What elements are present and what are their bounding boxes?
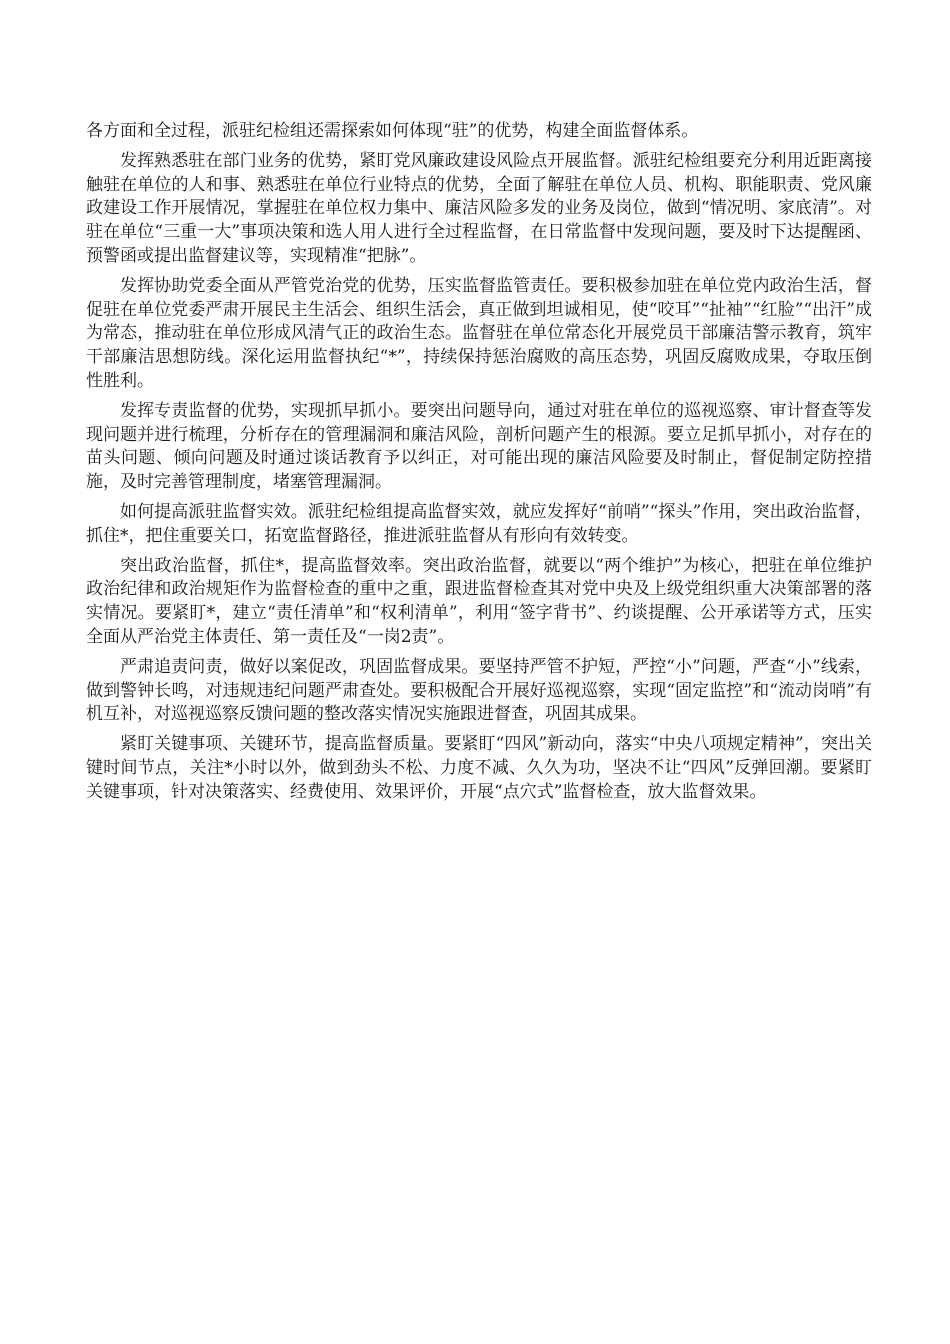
paragraph-accountability: 严肃追责问责，做好以案促改，巩固监督成果。要坚持严管不护短，严控“小”问题，严查“小”线索，做到警钟长鸣，对违规违纪问题严肃查处。要积极配合开展好巡视巡察，实现“固定监控”和“流动岗哨”有机互补，对巡视巡察反馈问题的整改落实情况实施跟进督查，巩固其成果。 xyxy=(86,656,872,725)
paragraph-political-supervision: 突出政治监督，抓住*，提高监督效率。突出政治监督，就要以“两个维护”为核心，把驻在单位维护政治纪律和政治规矩作为监督检查的重中之重，跟进监督检查其对党中央及上级党组织重大决策部署的落实情况。要紧盯*，建立“责任清单”和“权利清单”，利用“签字背书”、约谈提醒、公开承诺等方式，压实全面从严治党主体责任、第一责任及“一岗2责”。 xyxy=(86,555,872,647)
paragraph-business-advantage: 发挥熟悉驻在部门业务的优势，紧盯党风廉政建设风险点开展监督。派驻纪检组要充分利用近距离接触驻在单位的人和事、熟悉驻在单位行业特点的优势，全面了解驻在单位人员、机构、职能职责、党风廉政建设工作开展情况，掌握驻在单位权力集中、廉洁风险多发的业务及岗位，做到“情况明、家底清”。对驻在单位“三重一大”事项决策和选人用人进行全过程监督，在日常监督中发现问题，要及时下达提醒函、预警函或提出监督建议等，实现精准“把脉”。 xyxy=(86,150,872,266)
paragraph-effectiveness: 如何提高派驻监督实效。派驻纪检组提高监督实效，就应发挥好“前哨”“探头”作用，突出政治监督，抓住*，把住重要关口，拓宽监督路径，推进派驻监督从有形向有效转变。 xyxy=(86,501,872,546)
paragraph-special-supervision: 发挥专责监督的优势，实现抓早抓小。要突出问题导向，通过对驻在单位的巡视巡察、审计督查等发现问题并进行梳理，分析存在的管理漏洞和廉洁风险，剖析问题产生的根源。要立足抓早抓小，对存在的苗头问题、倾向问题及时通过谈话教育予以纠正，对可能出现的廉洁风险要及时制止，督促制定防控措施，及时完善管理制度，堵塞管理漏洞。 xyxy=(86,400,872,493)
paragraph-key-matters: 紧盯关键事项、关键环节，提高监督质量。要紧盯“四风”新动向，落实“中央八项规定精神”，突出关键时间节点，关注*小时以外，做到劲头不松、力度不减、久久为功，坚决不让“四风”反弹回潮。要紧盯关键事项，针对决策落实、经费使用、效果评价，开展“点穴式”监督检查，放大监督效果。 xyxy=(86,734,872,802)
paragraph-party-committee: 发挥协助党委全面从严管党治党的优势，压实监督监管责任。要积极参加驻在单位党内政治生活，督促驻在单位党委严肃开展民主生活会、组织生活会，真正做到坦诚相见，使“咬耳”“扯袖”“红脸”“出汗”成为常态，推动驻在单位形成风清气正的政治生态。监督驻在单位常态化开展党员干部廉洁警示教育，筑牢干部廉洁思想防线。深化运用监督执纪“*”，持续保持惩治腐败的高压态势，巩固反腐败成果，夺取压倒性胜利。 xyxy=(86,275,872,391)
document-body xyxy=(86,120,872,811)
paragraph-continuation: 各方面和全过程，派驻纪检组还需探索如何体现“驻”的优势，构建全面监督体系。 xyxy=(86,121,699,141)
